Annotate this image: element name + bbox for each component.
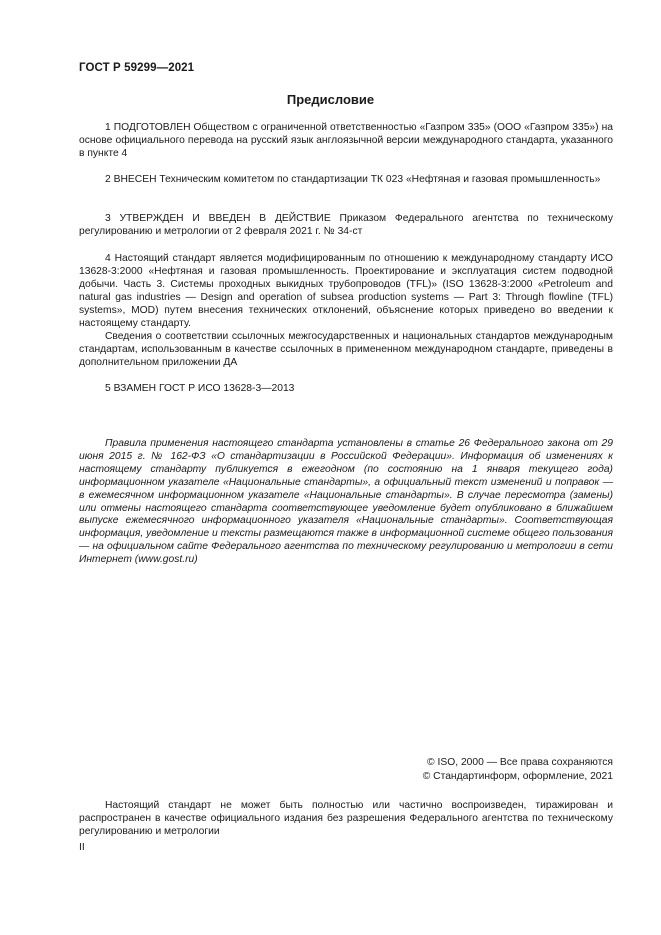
preface-item-4-references: Сведения о соответствии ссылочных межгосударственных и национальных стандартов международным стандартам, использованным в качестве ссылочных в примененном международном стандарте, приведены в дополнительном приложении ДА (79, 331, 613, 368)
preface-item-1: 1 ПОДГОТОВЛЕН Обществом с ограниченной ответственностью «Газпром 335» (ООО «Газпром 335») на основе официального перевода на русский язык англоязычной версии международного стандарта, указанного в пункте 4 (79, 122, 613, 159)
page-title: Предисловие (286, 92, 375, 107)
page-number: II (79, 842, 85, 853)
preface-item-2: 2 ВНЕСЕН Техническим комитетом по стандартизации ТК 023 «Нефтяная и газовая промышленность» (105, 174, 601, 185)
preface-item-4: 4 Настоящий стандарт является модифицированным по отношению к международному стандарту ИСО 13628-3:2000 «Нефтяная и газовая промышленность. Проектирование и эксплуатация систем подводной добычи. Часть 3. Системы проходных выкидных трубопроводов (TFL)» (ISO 13628-3:2000 «Petroleum and natural gas industries — Design and operation of subsea production systems — Part 3: Through flowline (TFL) systems», MOD) путем внесения технических отклонений, объяснение которых приведено во введении к настоящему стандарту. (79, 253, 613, 329)
copyright-standartinform: © Стандартинформ, оформление, 2021 (422, 771, 613, 782)
copyright-iso: © ISO, 2000 — Все права сохраняются (427, 757, 613, 768)
preface-item-3: 3 УТВЕРЖДЕН И ВВЕДЕН В ДЕЙСТВИЕ Приказом Федерального агентства по техническому регулированию и метрологии от 2 февраля 2021 г. № 34-ст (79, 213, 613, 237)
preface-item-5: 5 ВЗАМЕН ГОСТ Р ИСО 13628-3—2013 (105, 383, 295, 394)
reproduction-notice: Настоящий стандарт не может быть полностью или частично воспроизведен, тиражирован и распространен в качестве официального издания без разрешения Федерального агентства по техническому регулированию и метрологии (79, 800, 613, 837)
rules-notice: Правила применения настоящего стандарта установлены в статье 26 Федерального закона от 29 июня 2015 г. № 162-ФЗ «О стандартизации в Российской Федерации». Информация об изменениях к настоящему стандарту публикуется в ежегодном (по состоянию на 1 января текущего года) информационном указателе «Национальные стандарты», а официальный текст изменений и поправок — в ежемесячном информационном указателе «Национальные стандарты». В случае пересмотра (замены) или отмены настоящего стандарта соответствующее уведомление будет опубликовано в ближайшем выпуске ежемесячного информационного указателя «Национальные стандарты». Соответствующая информация, уведомление и тексты размещаются также в информационной системе общего пользования — на официальном сайте Федерального агентства по техническому регулированию и метрологии в сети Интернет (www.gost.ru) (79, 438, 613, 566)
standard-code-header: ГОСТ Р 59299—2021 (79, 62, 195, 74)
